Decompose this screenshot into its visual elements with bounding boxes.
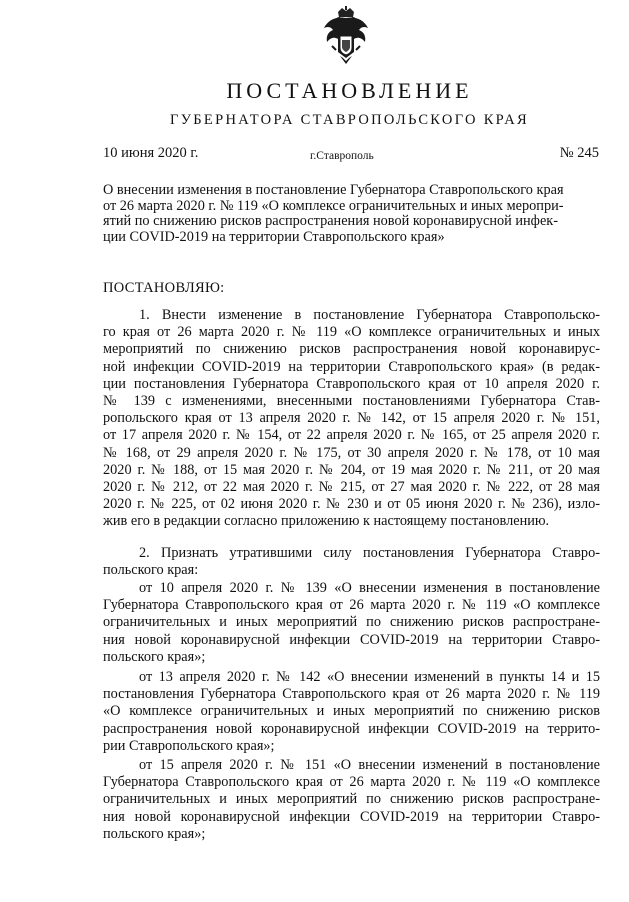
document-city: г.Ставрополь [310,150,374,162]
document-number: № 245 [559,145,599,161]
paragraph-line: «О комплексе ограничительных и иных мероприятий по снижению рисков [103,703,600,720]
paragraph-line: от 10 апреля 2020 г. № 139 «О внесении изменения в постановление [139,580,600,596]
paragraph-line: постановления Губернатора Ставропольского края от 26 марта 2020 г. № 119 [103,686,600,703]
paragraph-line: от 15 апреля 2020 г. № 151 «О внесении изменений в постановление [139,757,600,773]
paragraph-2 [103,545,600,579]
paragraph-line: от 13 апреля 2020 г. № 142 «О внесении изменений в пункты 14 и 15 [139,669,600,685]
resolve-heading: ПОСТАНОВЛЯЮ: [103,280,225,296]
paragraph-line: польского края: [103,562,199,579]
paragraph-line: ной инфекции COVID-2019 на территории Ставропольского края» (в редак- [103,358,600,375]
paragraph-line: распространения новой коронавирусной инфекции COVID-2019 на террито- [103,720,600,737]
paragraph-line: Губернатора Ставропольского края от 26 марта 2020 г. № 119 «О комплексе [103,774,600,791]
paragraph-line: Губернатора Ставропольского края от 26 марта 2020 г. № 119 «О комплексе [103,597,600,614]
paragraph-line: 2. Признать утратившими силу постановления Губернатора Ставро- [139,545,600,561]
paragraph-line: № 168, от 29 апреля 2020 г. № 175, от 30 апреля 2020 г. № 178, от 10 мая [103,444,600,461]
document-title: ПОСТАНОВЛЕНИЕ [226,78,473,103]
paragraph-line: ции постановления Губернатора Ставропольского края от 10 апреля 2020 г. [103,375,600,392]
paragraph-line: от 17 апреля 2020 г. № 154, от 22 апреля 2020 г. № 165, от 25 апреля 2020 г. [103,427,600,444]
paragraph-line: 2020 г. № 212, от 22 мая 2020 г. № 215, от 27 мая 2020 г. № 222, от 28 мая [103,478,600,495]
paragraph-line: ния новой коронавирусной инфекции COVID-2019 на территории Ставро- [103,631,600,648]
document-date: 10 июня 2020 г. [103,145,199,161]
paragraph-line: польского края»; [103,648,206,665]
repealed-item-3 [103,757,600,843]
repealed-item-1 [103,580,600,666]
paragraph-line: рии Ставропольского края»; [103,737,275,754]
paragraph-line: го края от 26 марта 2020 г. № 119 «О комплексе ограничительных и иных [103,324,600,341]
paragraph-line: ограничительных и иных мероприятий по снижению рисков распростране- [103,791,600,808]
paragraph-line: жив его в редакции согласно приложению к настоящему постановлению. [103,513,550,530]
paragraph-line: ния новой коронавирусной инфекции COVID-2019 на территории Ставро- [103,808,600,825]
paragraph-line: мероприятий по снижению рисков распространения новой коронавирус- [103,341,600,358]
subject-line: ятий по снижению рисков распространения новой коронавирусной инфек- [103,213,558,229]
subject-line: О внесении изменения в постановление Губернатора Ставропольского края [103,182,564,198]
paragraph-line: 2020 г. № 188, от 15 мая 2020 г. № 204, от 19 мая 2020 г. № 211, от 20 мая [103,461,600,478]
coat-of-arms-icon [322,6,370,68]
paragraph-line: 1. Внести изменение в постановление Губернатора Ставропольско- [139,307,600,323]
paragraph-line: ограничительных и иных мероприятий по снижению рисков распростране- [103,614,600,631]
document-subtitle: ГУБЕРНАТОРА СТАВРОПОЛЬСКОГО КРАЯ [170,112,529,128]
paragraph-line: № 139 с изменениями, внесенными постановлениями Губернатора Став- [103,392,600,409]
repealed-item-2 [103,669,600,755]
paragraph-line: ропольского края от 13 апреля 2020 г. № 142, от 15 апреля 2020 г. № 151, [103,410,600,427]
subject-line: от 26 марта 2020 г. № 119 «О комплексе ограничительных и иных меропри- [103,197,564,214]
paragraph-line: польского края»; [103,825,206,842]
document-subject [103,183,600,245]
subject-line: ции COVID-2019 на территории Ставропольского края» [103,228,445,245]
paragraph-line: 2020 г. № 225, от 02 июня 2020 г. № 230 и от 05 июня 2020 г. № 236), изло- [103,496,600,513]
paragraph-1 [103,307,600,530]
